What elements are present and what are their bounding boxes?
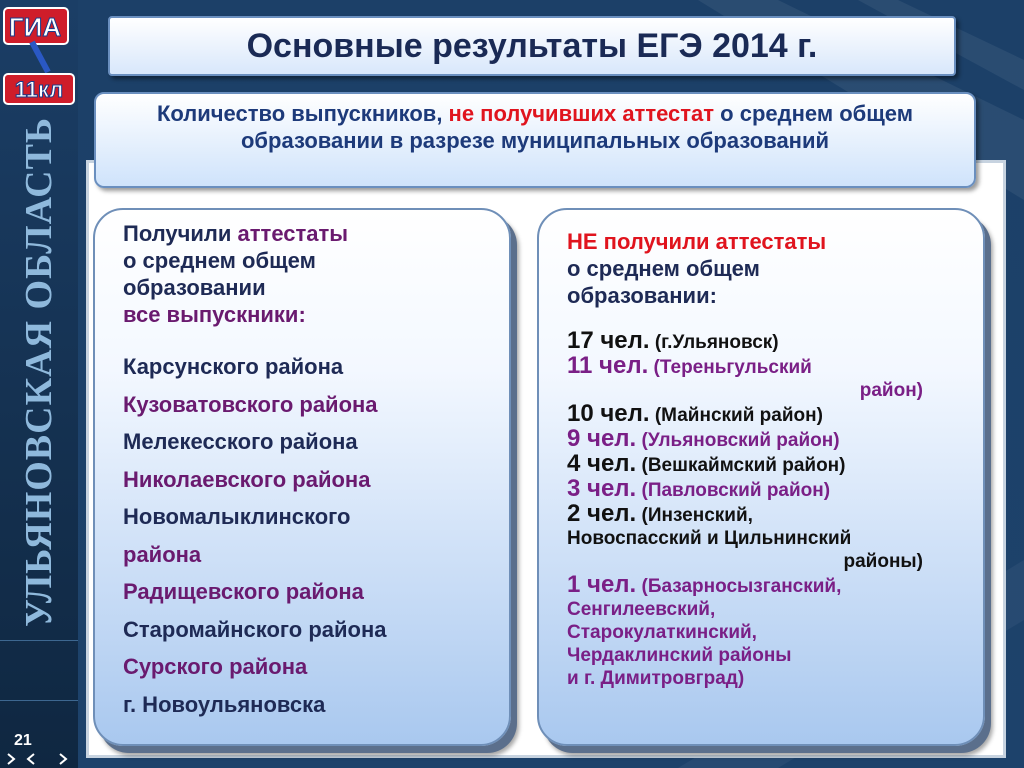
item-count: 9 чел.: [567, 425, 637, 452]
right-heading-line2: о среднем общем: [567, 256, 760, 281]
list-item: [567, 573, 967, 690]
item-place-cont: район): [859, 380, 923, 401]
item-count: 11 чел.: [567, 352, 649, 379]
list-item: [567, 502, 967, 573]
right-heading: [567, 228, 967, 309]
list-item: [567, 354, 967, 402]
list-item: Радищевского района: [123, 579, 364, 604]
item-place-cont: Чердаклинский районы: [567, 645, 792, 666]
sidebar: [0, 0, 78, 768]
list-item: Николаевского района: [123, 466, 371, 492]
not-received-list: [567, 329, 967, 690]
item-place: (Базарносызганский,: [636, 576, 842, 597]
item-place-cont: Старокулаткинский,: [567, 622, 757, 643]
list-item: [567, 402, 967, 427]
right-card: [537, 208, 985, 746]
subtitle-part3: о среднем общем образовании в разрезе муниципальных образований: [240, 101, 914, 153]
left-heading-line1a: Получили: [123, 221, 238, 246]
item-place-cont: и г. Димитровград): [567, 668, 745, 689]
list-item: Мелекесского района: [123, 429, 358, 454]
item-place-cont: Новоспасский и Цильнинский: [567, 528, 852, 549]
item-count: 1 чел.: [567, 571, 637, 598]
item-place-cont: районы): [843, 551, 923, 572]
list-item: района: [123, 541, 202, 567]
list-item: [567, 477, 967, 502]
item-place: (Павловский район): [636, 480, 831, 501]
svg-text:ГИА: ГИА: [8, 12, 62, 42]
item-place-cont: Сенгилеевский,: [567, 599, 716, 620]
item-count: 2 чел.: [567, 500, 637, 527]
list-item: Кузоватовского района: [123, 391, 378, 417]
list-item: Новомалыклинского: [123, 504, 351, 529]
sidebar-divider: [0, 700, 78, 701]
svg-text:11кл: 11кл: [14, 77, 64, 102]
item-place: (Тереньгульский: [648, 357, 812, 378]
item-place: (Майнский район): [649, 405, 823, 426]
left-heading-line1b: аттестаты: [237, 221, 349, 246]
item-count: 17 чел.: [567, 327, 650, 354]
sidebar-divider: [0, 640, 78, 641]
item-place: (г.Ульяновск): [649, 332, 779, 353]
nav-arrows-icon[interactable]: [4, 752, 74, 766]
gia-logo-icon: [2, 2, 76, 106]
item-place: (Вешкаймский район): [636, 455, 846, 476]
item-count: 10 чел.: [567, 400, 650, 427]
district-list: [123, 348, 387, 723]
list-item: [567, 329, 967, 354]
subtitle-box: [94, 92, 976, 188]
list-item: Старомайнского района: [123, 616, 387, 642]
item-place: (Ульяновский район): [636, 430, 840, 451]
list-item: Сурского района: [123, 654, 308, 679]
subtitle-part1: Количество выпускников,: [156, 101, 449, 126]
subtitle-highlight: не получивших аттестат: [448, 101, 715, 126]
list-item: [567, 427, 967, 452]
left-heading-line4: все выпускники:: [123, 302, 306, 327]
left-heading: [123, 220, 387, 328]
sidebar-vertical-text: УЛЬЯНОВСКАЯ ОБЛАСТЬ: [18, 116, 60, 628]
left-heading-line2: о среднем общем: [123, 248, 316, 273]
page-number: 21: [14, 732, 32, 749]
item-count: 4 чел.: [567, 450, 637, 477]
item-count: 3 чел.: [567, 475, 637, 502]
right-heading-line1: НЕ получили аттестаты: [567, 229, 827, 254]
left-heading-line3: образовании: [123, 275, 266, 300]
left-card: [93, 208, 511, 746]
title-box: [108, 16, 956, 76]
right-heading-line3: образовании:: [567, 283, 717, 308]
list-item: [567, 452, 967, 477]
page-title: Основные результаты ЕГЭ 2014 г.: [246, 26, 818, 65]
list-item: Карсунского района: [123, 354, 344, 379]
list-item: г. Новоульяновска: [123, 691, 326, 717]
item-place: (Инзенский,: [636, 505, 753, 526]
